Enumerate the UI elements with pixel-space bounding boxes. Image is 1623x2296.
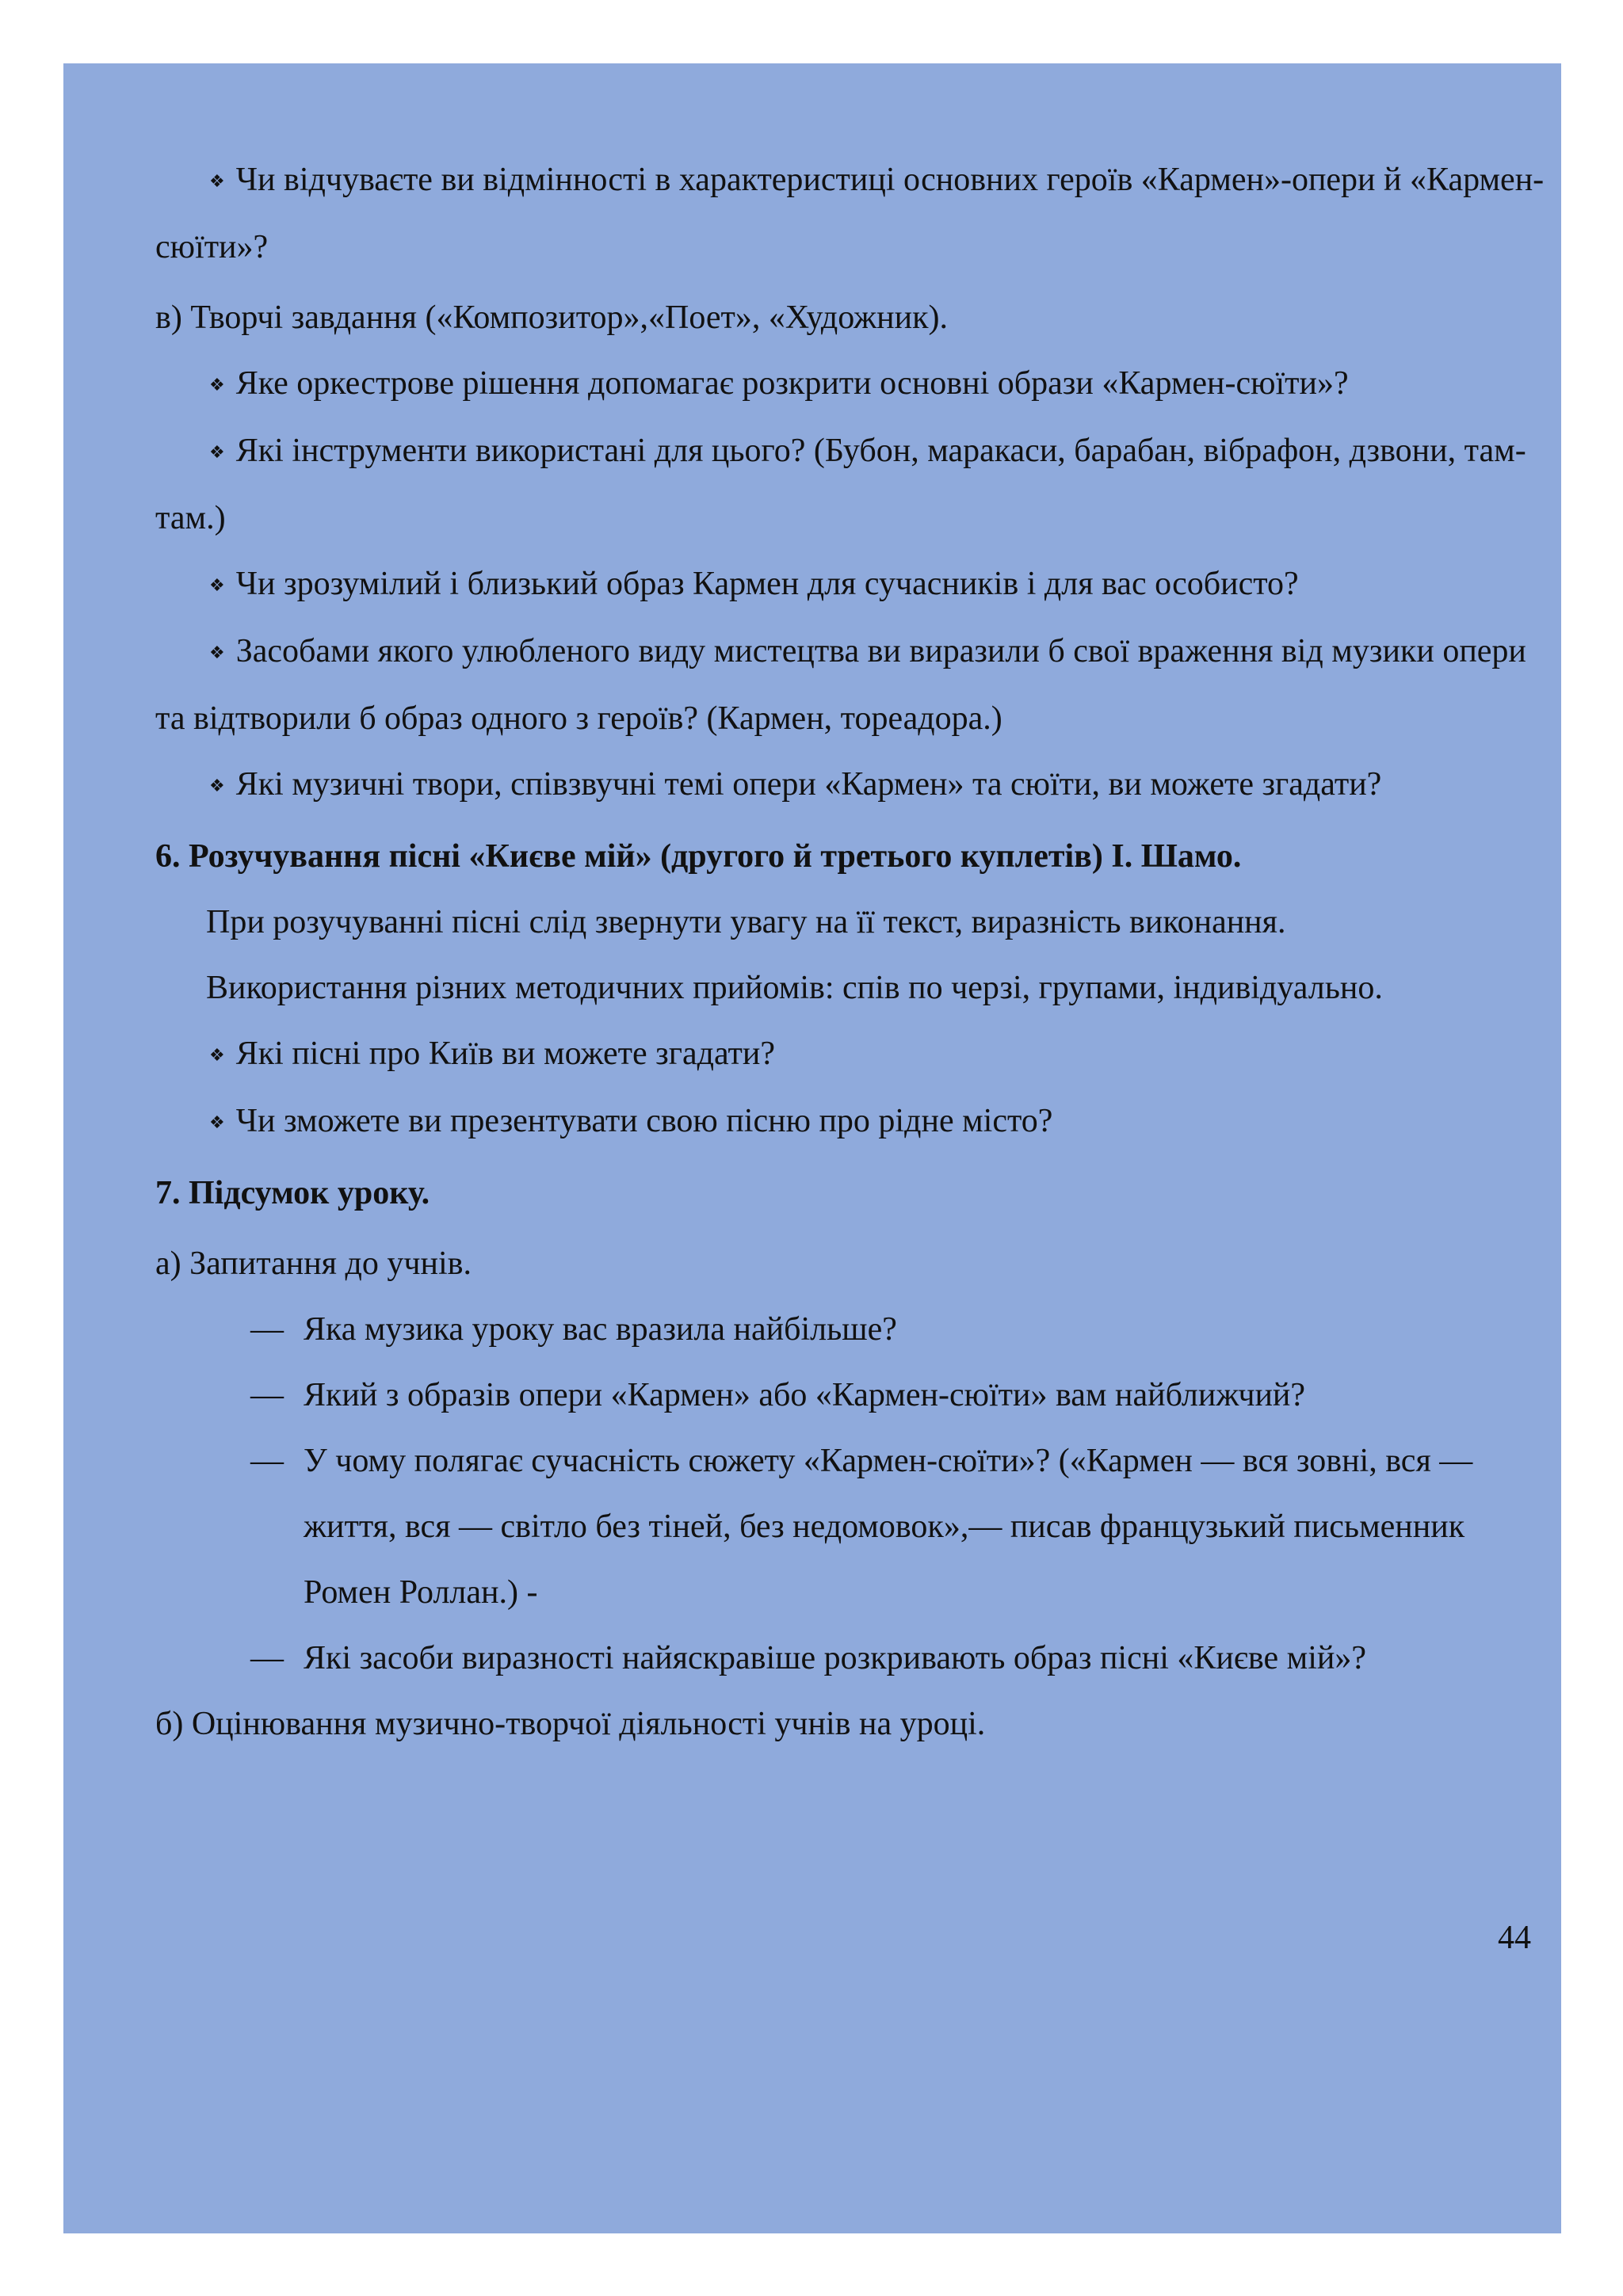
dash-item-text: Який з образів опери «Кармен» або «Кармен-сюїти» вам найближчий? [304,1377,1306,1413]
question-text: Які інструменти використані для цього? (Бубон, маракаси, барабан, вібрафон, дзвони, там-там.) [155,433,1526,536]
question-text: Чи зможете ви презентувати свою пісню про рідне місто? [235,1103,1053,1139]
dash-list-item [155,1428,1550,1626]
dash-list-item [155,1626,1550,1691]
question-text: Яке оркестрове рішення допомагає розкрити основні образи «Кармен-сюїти»? [235,365,1349,402]
question-instruments [155,418,1550,551]
section-6-paragraph: При розучуванні пісні слід звернути увагу на її текст, виразність виконання. [206,904,1286,940]
question-text: Чи відчуваєте ви відмінності в характеристиці основних героїв «Кармен»-опери й «Кармен-сюїти»? [155,162,1545,265]
section-6-heading: 6. Розучування пісні «Києве мій» (другого й третього куплетів) І. Шамо. [155,838,1242,875]
diamond-bullet-icon: ❖ [209,576,225,596]
diamond-bullet-icon: ❖ [209,376,225,395]
dash-item-text: Яка музика уроку вас вразила найбільше? [304,1311,897,1348]
dash-marker: — [250,1311,284,1348]
diamond-bullet-icon: ❖ [209,776,225,796]
dash-list-item [155,1297,1550,1363]
section-7-heading: 7. Підсумок уроку. [155,1175,430,1211]
diamond-bullet-icon: ❖ [209,1046,225,1066]
dash-item-text: Які засоби виразності найяскравіше розкривають образ пісні «Києве мій»? [304,1640,1366,1676]
section-7-sub-b: б) Оцінювання музично-творчої діяльності учнів на уроці. [155,1706,986,1742]
section-7-sub-a: а) Запитання до учнів. [155,1245,472,1282]
page-number: 44 [1498,1920,1531,1956]
document-body [155,147,1550,1757]
dash-item-text: У чому полягає сучасність сюжету «Кармен-сюїти»? («Кармен — вся зовні, вся — життя, вся — світло без тіней, без недомовок»,— писав французький письменник Ромен Роллан.) - [304,1443,1473,1611]
dash-marker: — [250,1640,284,1676]
question-musical-works [155,752,1550,819]
question-carmen-heroes [155,147,1550,280]
question-present-song [155,1089,1550,1156]
diamond-bullet-icon: ❖ [209,443,225,463]
section-v-heading: в) Творчі завдання («Композитор»,«Поет», «Художник). [155,299,949,336]
diamond-bullet-icon: ❖ [209,643,225,663]
question-text: Чи зрозумілий і близький образ Кармен для сучасників і для вас особисто? [235,566,1299,602]
dash-list-item [155,1363,1550,1428]
question-text: Засобами якого улюбленого виду мистецтва ви виразили б свої враження від музики опери та відтворили б образ одного з героїв? (Кармен, тореадора.) [155,633,1526,737]
section-6-paragraph: Використання різних методичних прийомів: спів по черзі, групами, індивідуально. [206,970,1383,1006]
diamond-bullet-icon: ❖ [209,172,225,192]
dash-marker: — [250,1443,284,1479]
question-art-form [155,619,1550,752]
question-text: Які пісні про Київ ви можете згадати? [235,1035,776,1072]
question-orchestral-solution [155,351,1550,418]
dash-marker: — [250,1377,284,1413]
diamond-bullet-icon: ❖ [209,1113,225,1133]
question-kyiv-songs [155,1021,1550,1089]
question-carmen-image [155,551,1550,619]
question-text: Які музичні твори, співзвучні темі опери «Кармен» та сюїти, ви можете згадати? [235,766,1382,803]
